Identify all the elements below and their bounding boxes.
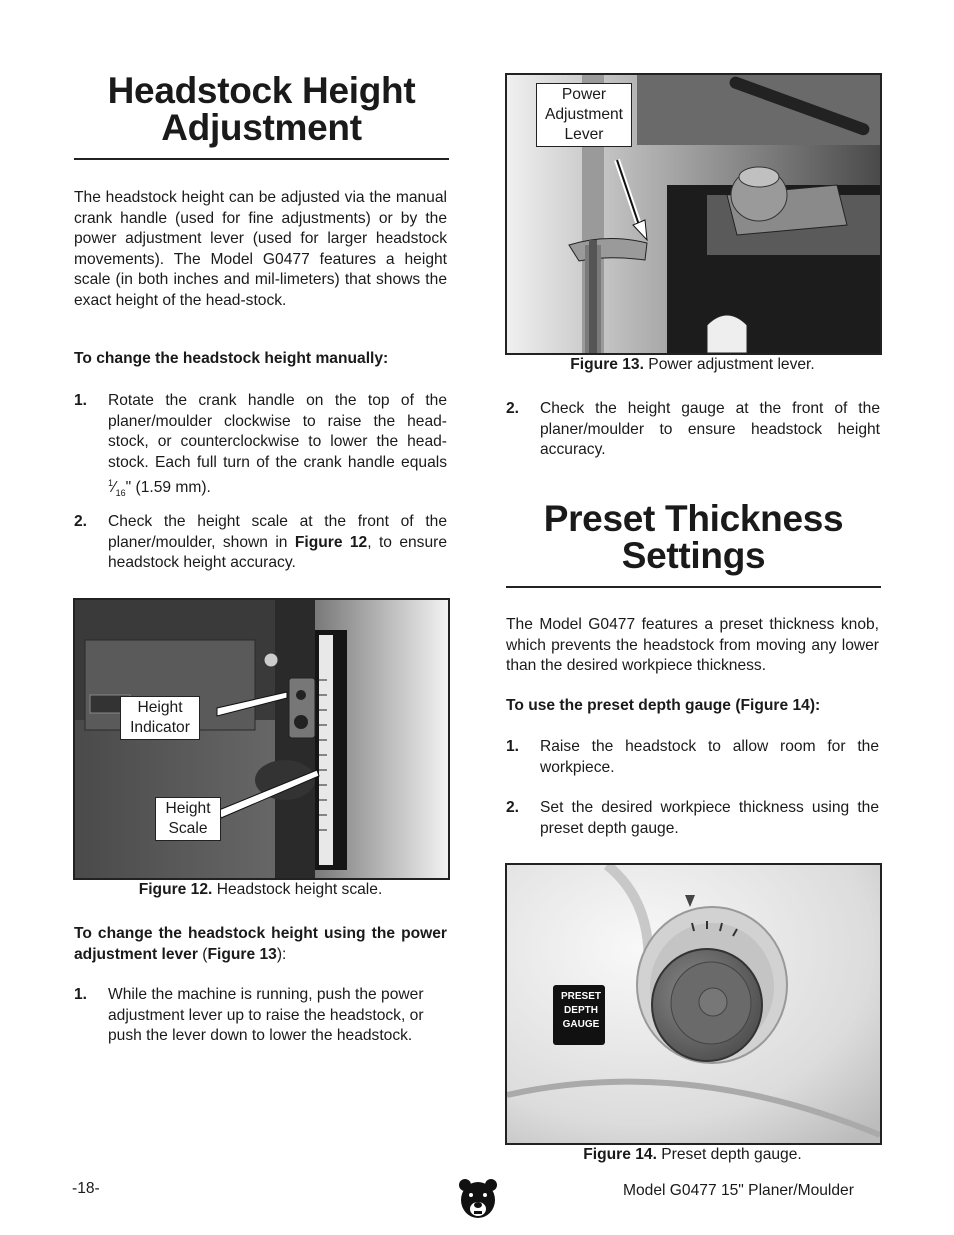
height-scale-label: Height Scale — [155, 797, 221, 841]
figure-13-caption — [505, 356, 880, 374]
preset-depth-gauge-sticker — [555, 990, 607, 1032]
figure-12-photo — [73, 598, 450, 880]
power-adjustment-lever-label: Power Adjustment Lever — [536, 83, 632, 147]
manual-step-1 — [74, 391, 447, 504]
step-text: Set the desired workpiece thickness using the preset depth gauge. — [540, 799, 879, 837]
fraction-den: 16 — [115, 488, 126, 499]
heading-line: Adjustment — [161, 107, 362, 148]
step-text: While the machine is running, push the power adjustment lever up to raise the headstock, or push the lever down to lower the headstock. — [108, 986, 424, 1044]
sticker-line: DEPTH — [564, 1005, 598, 1016]
step-number: 2. — [506, 400, 520, 417]
height-indicator-label: Height Indicator — [120, 696, 200, 740]
step-text: , to ensure headstock height accuracy. — [108, 533, 448, 571]
model-footer: Model G0477 15" Planer/Moulder — [623, 1182, 854, 1199]
step-text-tail: " (1.59 mm). — [125, 479, 211, 497]
page-number: -18- — [72, 1180, 100, 1197]
figure-14-caption — [505, 1146, 880, 1164]
caption-label: Figure 12. — [138, 881, 213, 898]
heading-text: To change the headstock height using the power adjustment lever — [74, 925, 447, 963]
figure-12-caption — [73, 881, 448, 899]
step-number: 1. — [74, 392, 88, 409]
power-step-1 — [74, 985, 449, 1047]
figure-ref: Figure 12 — [294, 533, 368, 551]
preset-intro: The Model G0477 features a preset thickness knob, which prevents the headstock from moving any lower than the desired workpiece thickness. — [506, 616, 879, 674]
caption-text: Preset depth gauge. — [661, 1146, 802, 1163]
sticker-line: GAUGE — [562, 1019, 600, 1030]
step-text: Check the height gauge at the front of the planer/moulder to ensure headstock height accuracy. — [540, 400, 880, 458]
step-number: 2. — [74, 513, 88, 530]
manual-step-2 — [74, 512, 447, 574]
caption-label: Figure 14. — [583, 1146, 657, 1163]
bear-logo-icon — [458, 1178, 498, 1222]
fraction-num: 1 — [108, 478, 114, 488]
figure-14-photo — [505, 863, 882, 1145]
heading-rule — [506, 586, 881, 588]
use-heading: To use the preset depth gauge (Figure 14): — [506, 697, 821, 714]
step-number: 1. — [74, 986, 88, 1003]
right-heading — [506, 500, 881, 574]
preset-step-1 — [506, 737, 879, 778]
caption-label: Figure 13. — [570, 356, 644, 373]
step-text: Rotate the crank handle on the top of the planer/moulder clockwise to raise the head-stock, or counterclockwise to lower the head-stock. Each full turn of the crank handle equals — [108, 392, 447, 471]
step-number: 1. — [506, 738, 520, 755]
step-text: Raise the headstock to allow room for the workpiece. — [540, 738, 879, 776]
power-heading — [74, 924, 447, 965]
caption-text: Power adjustment lever. — [648, 356, 815, 373]
preset-step-2 — [506, 798, 879, 839]
sticker-line: PRESET — [560, 991, 601, 1002]
caption-text: Headstock height scale. — [216, 881, 383, 898]
heading-line: Headstock Height — [107, 70, 416, 111]
heading-line: Preset Thickness — [543, 498, 844, 539]
heading-paren: ( — [202, 945, 208, 963]
step-text: Check the height scale at the front of the planer/moulder, shown in — [108, 513, 447, 551]
figure-13-photo — [505, 73, 882, 355]
step-number: 2. — [506, 799, 520, 816]
heading-paren: ): — [276, 945, 287, 963]
figure-ref: Figure 13 — [207, 945, 277, 963]
left-heading — [74, 72, 449, 146]
fraction: $^1⁄_{16}$ — [108, 478, 126, 499]
manual-heading: To change the headstock height manually: — [74, 350, 389, 367]
heading-rule — [74, 158, 449, 160]
heading-line: Settings — [621, 535, 766, 576]
power-step-2 — [506, 399, 880, 461]
intro-paragraph: The headstock height can be adjusted via the manual crank handle (used for fine adjustments) or by the power adjustment lever (used for larger headstock movements). The Model G0477 features a height scale (in both inches and mil-limeters) that shows the exact height of the head-stock. — [74, 189, 447, 309]
